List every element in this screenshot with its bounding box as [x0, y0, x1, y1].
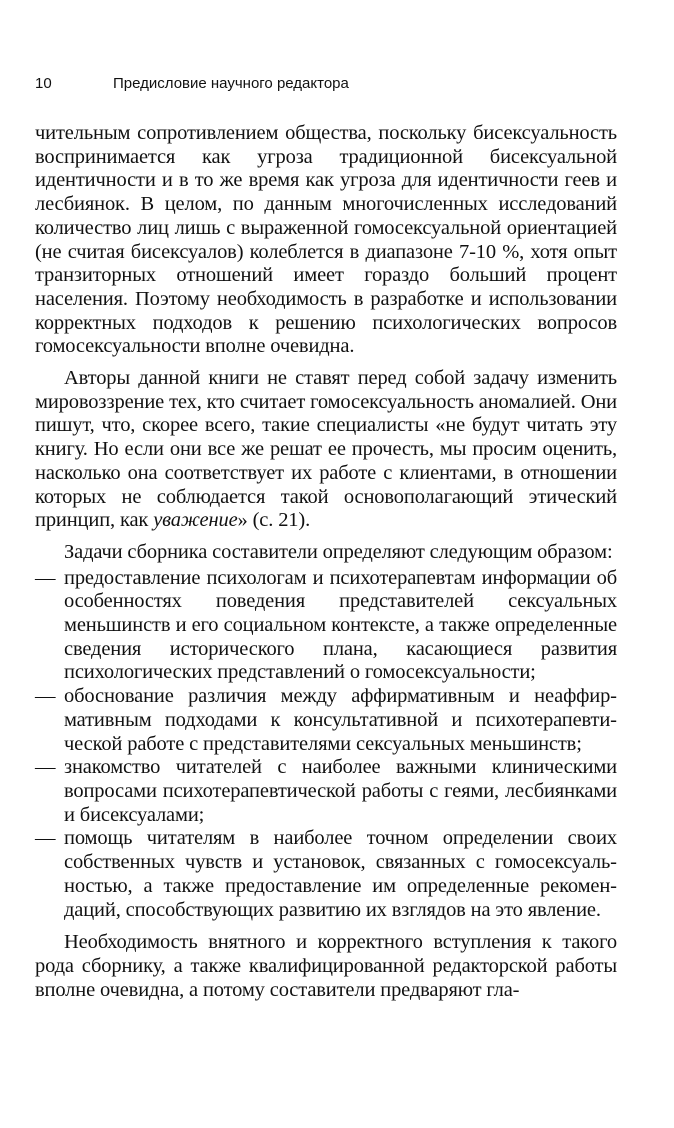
- goals-list: [35, 567, 617, 923]
- list-item-text: предоставление психологам и психотерапевтам информации об особенностях поведения представителей сексуальных меньшинств и его социальном контексте, а также определенные сведения исторического плана, касающиеся развития психологических представлений о гомосексуальности;: [64, 566, 617, 684]
- page-number: 10: [35, 75, 52, 92]
- citation: » (с. 21).: [237, 509, 311, 532]
- list-dash: —: [35, 756, 56, 779]
- list-item-text: знакомство читателей с наиболее важными клиническими вопросами психотерапевтической работы с геями, лесбиянками и бисексуалами;: [64, 756, 617, 826]
- list-item: [35, 567, 617, 686]
- paragraph-authors: [35, 367, 617, 533]
- list-item: [35, 756, 617, 827]
- list-dash: —: [35, 827, 56, 850]
- body-text: [35, 122, 617, 1010]
- paragraph-goals-intro: Задачи сборника составители определяют следующим образом:: [64, 540, 613, 563]
- paragraph-authors-text: Авторы данной книги не ставят перед собой задачу изменить мировоззрение тех, кто считает гомосексуальность аномалией. Они пишут, что, скорее всего, такие специалисты «не будут читать эту книгу. Но если они все же решат ее прочесть, мы просим оценить, насколько она соответствует их работе с клиентами, в отношении которых не соблюдается такой основополагающий этический принцип, как: [35, 367, 617, 532]
- list-item: [35, 827, 617, 922]
- list-item-text: обоснование различия между аффирмативным и неаффирмативным подходами к консультативной и психотерапевтической работе с представителями сексуальных меньшинств;: [64, 685, 617, 755]
- paragraph-conclusion: Необходимость внятного и корректного вступления к такого рода сборнику, а также квалифицированной редакторской работы вполне очевидна, а потому составители предваряют гла-: [35, 931, 617, 1001]
- paragraph-continuation: чительным сопротивлением общества, поскольку бисексуальность воспринимается как угроза традиционной бисексуальной идентичности и в то же время как угроза для идентичности геев и лесбиянок. В целом, по данным многочисленных исследований количество лиц лишь с выраженной гомосексуальной ориентацией (не считая бисексуалов) колеблется в диапазоне 7-10 %, хотя опыт транзиторных отношений имеет гораздо больший процент населения. Поэтому необходимость в разработке и использовании корректных подходов к решению психологических вопросов гомосексуальности вполне очевидна.: [35, 122, 617, 358]
- list-dash: —: [35, 685, 56, 708]
- list-item-text: помощь читателям в наиболее точном определении своих собственных чувств и установок, связанных с гомосексуальностью, а также предоставление им определенные рекомендаций, способствующих развитию их взглядов на это явление.: [64, 827, 617, 921]
- chapter-title: Предисловие научного редактора: [113, 75, 349, 92]
- running-head: [35, 74, 635, 94]
- list-dash: —: [35, 566, 56, 589]
- list-item: [35, 685, 617, 756]
- emphasis-respect: уважение: [153, 509, 238, 532]
